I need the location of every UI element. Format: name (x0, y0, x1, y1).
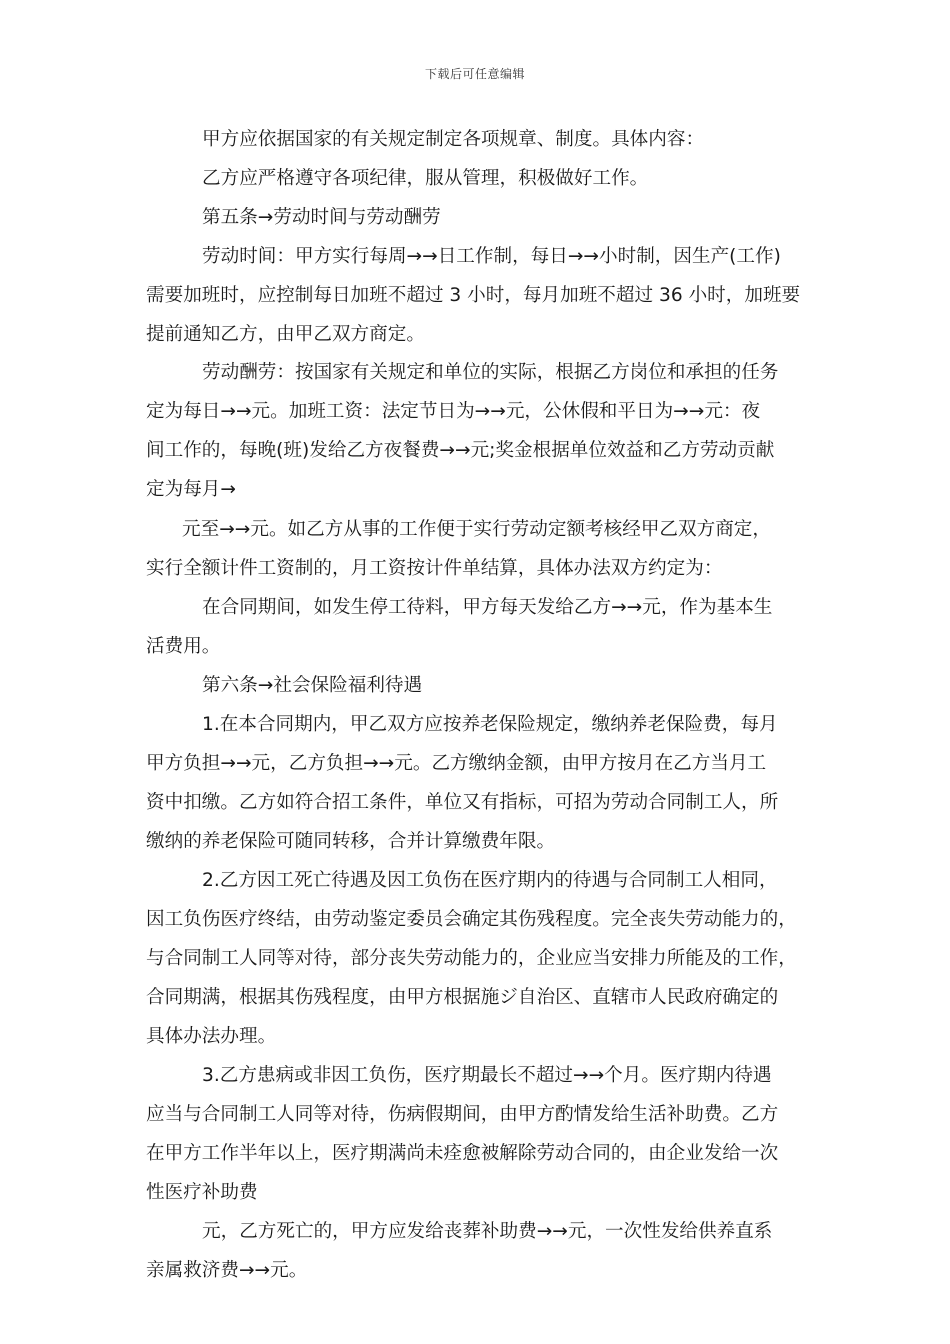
section-heading: 第六条→社会保险福利待遇 (202, 675, 423, 696)
paragraph-line: 性医疗补助费 (146, 1182, 258, 1203)
paragraph-line: 需要加班时，应控制每日加班不超过 3 小时，每月加班不超过 36 小时，加班要 (146, 285, 801, 306)
paragraph-line: 定为每月→ (146, 479, 236, 500)
paragraph-line: 劳动酬劳：按国家有关规定和单位的实际，根据乙方岗位和承担的任务 (202, 362, 779, 383)
paragraph-line: 劳动时间：甲方实行每周→→日工作制，每日→→小时制，因生产(工作) (202, 246, 781, 267)
paragraph-line: 活费用。 (146, 636, 221, 657)
paragraph-line: 具体办法办理。 (146, 1026, 277, 1047)
paragraph-line: 提前通知乙方，由甲乙双方商定。 (146, 324, 425, 345)
paragraph-line: 3.乙方患病或非因工负伤，医疗期最长不超过→→个月。医疗期内待遇 (202, 1065, 772, 1086)
page-header: 下载后可任意编辑 (424, 67, 525, 81)
paragraph-line: 间工作的，每晚(班)发给乙方夜餐费→→元;奖金根据单位效益和乙方劳动贡献 (146, 440, 775, 461)
section-heading: 第五条→劳动时间与劳动酬劳 (202, 207, 441, 228)
paragraph-line: 定为每日→→元。加班工资：法定节日为→→元，公休假和平日为→→元：夜 (146, 401, 761, 422)
paragraph-line: 资中扣缴。乙方如符合招工条件，单位又有指标，可招为劳动合同制工人，所 (146, 792, 779, 813)
paragraph-line: 甲方应依据国家的有关规定制定各项规章、制度。具体内容： (202, 129, 705, 150)
paragraph-line: 实行全额计件工资制的，月工资按计件单结算，具体办法双方约定为： (146, 558, 723, 579)
paragraph-line: 甲方负担→→元，乙方负担→→元。乙方缴纳金额，由甲方按月在乙方当月工 (146, 753, 767, 774)
paragraph-line: 在甲方工作半年以上，医疗期满尚未痊愈被解除劳动合同的，由企业发给一次 (146, 1143, 779, 1164)
paragraph-line: 亲属救济费→→元。 (146, 1260, 308, 1281)
paragraph-line: 2.乙方因工死亡待遇及因工负伤在医疗期内的待遇与合同制工人相同， (202, 870, 778, 891)
paragraph-line: 应当与合同制工人同等对待，伤病假期间，由甲方酌情发给生活补助费。乙方 (146, 1104, 779, 1125)
paragraph-line: 元，乙方死亡的，甲方应发给丧葬补助费→→元，一次性发给供养直系 (202, 1221, 773, 1242)
paragraph-line: 元至→→元。如乙方从事的工作便于实行劳动定额考核经甲乙双方商定， (182, 519, 771, 540)
paragraph-line: 1.在本合同期内，甲乙双方应按养老保险规定，缴纳养老保险费，每月 (202, 714, 778, 735)
paragraph-line: 与合同制工人同等对待，部分丧失劳动能力的，企业应当安排力所能及的工作， (146, 948, 797, 969)
paragraph-line: 因工负伤医疗终结，由劳动鉴定委员会确定其伤残程度。完全丧失劳动能力的， (146, 909, 797, 930)
paragraph-line: 缴纳的养老保险可随同转移，合并计算缴费年限。 (146, 831, 556, 852)
paragraph-line: 在合同期间，如发生停工待料，甲方每天发给乙方→→元，作为基本生 (202, 597, 773, 618)
paragraph-line: 乙方应严格遵守各项纪律，服从管理，积极做好工作。 (202, 168, 649, 189)
paragraph-line: 合同期满，根据其伤残程度，由甲方根据施ジ自治区、直辖市人民政府确定的 (146, 987, 779, 1008)
